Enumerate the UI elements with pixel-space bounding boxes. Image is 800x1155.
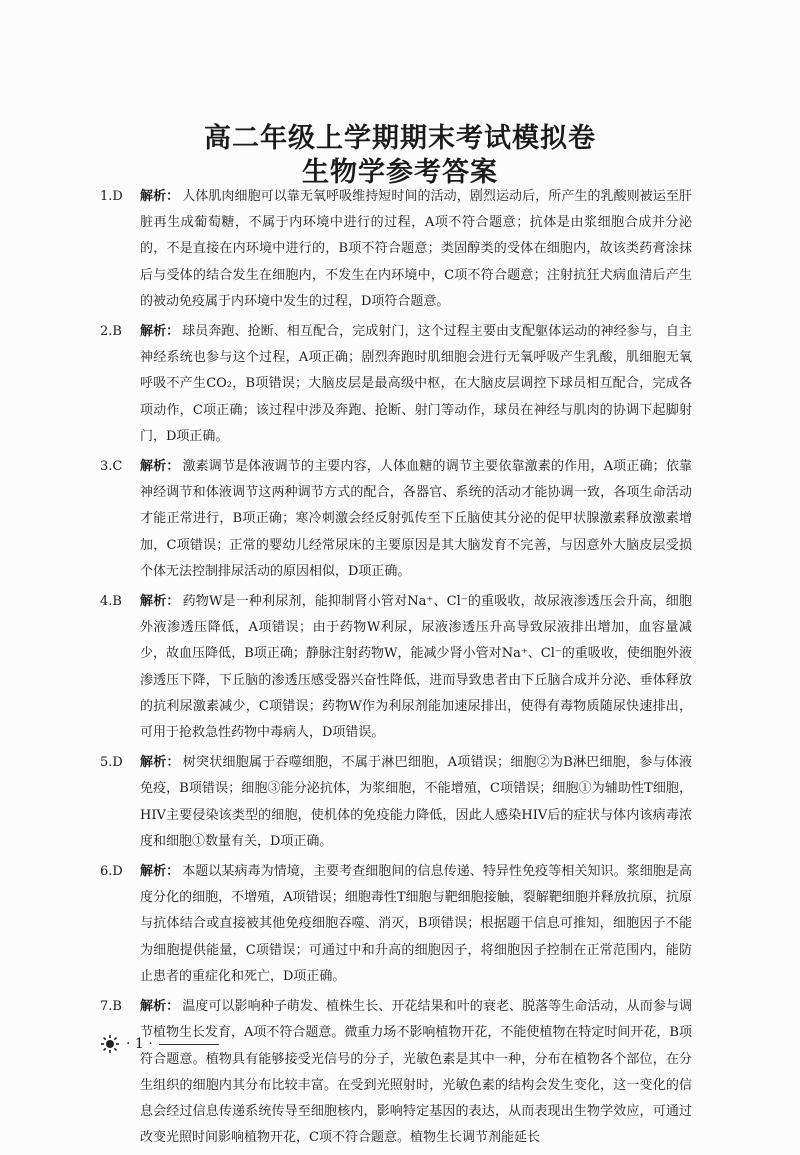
answer-label: 解析： xyxy=(140,594,180,610)
answer-text: 药物W是一种利尿剂，能抑制肾小管对Na⁺、Cl⁻的重吸收，故尿液渗透压会升高，细胞外液渗透压降低，A项错误；由于药物W利尿，尿液渗透压升高导致尿液排出增加，血容量减少，故血压降低，B项正确；静脉注射药物W，能减少肾小管对Na⁺、Cl⁻的重吸收，使细胞外液渗透压下降，下丘脑的渗透压感受器兴奋性降低，进而导致患者由下丘脑合成并分泌、垂体释放的抗利尿激素减少，C项错误；药物W作为利尿剂能加速尿排出，使得有毒物质随尿快速排出，可用于抢救急性药物中毒病人，D项错误。 xyxy=(140,594,692,741)
answer-item xyxy=(100,184,692,315)
answer-label: 解析： xyxy=(140,324,180,340)
answer-item xyxy=(100,859,692,990)
page-number: · 1 · xyxy=(126,1036,153,1052)
answer-item xyxy=(100,319,692,450)
answer-number: 7.B xyxy=(100,999,122,1015)
answer-body xyxy=(140,454,692,585)
answer-number: 5.D xyxy=(100,755,123,771)
answer-label: 解析： xyxy=(140,755,180,771)
answer-body xyxy=(140,994,692,1151)
sun-emblem-icon xyxy=(100,1034,120,1054)
answer-item xyxy=(100,994,692,1151)
footer-rule xyxy=(159,1044,219,1045)
answer-number: 3.C xyxy=(100,459,123,475)
answer-item xyxy=(100,454,692,585)
answer-text: 本题以某病毒为情境，主要考查细胞间的信息传递、特异性免疫等相关知识。浆细胞是高度分化的细胞，不增殖，A项错误；细胞毒性T细胞与靶细胞接触，裂解靶细胞并释放抗原，抗原与抗体结合或直接被其他免疫细胞吞噬、消灭，B项错误；根据题干信息可推知，细胞因子不能为细胞提供能量，C项错误；可通过中和升高的细胞因子，将细胞因子控制在正常范围内，能防止患者的重症化和死亡，D项正确。 xyxy=(140,864,692,984)
answer-text: 球员奔跑、抢断、相互配合，完成射门，这个过程主要由支配躯体运动的神经参与，自主神经系统也参与这个过程，A项正确；剧烈奔跑时肌细胞会进行无氧呼吸产生乳酸，肌细胞无氧呼吸不产生CO₂，B项错误；大脑皮层是最高级中枢，在大脑皮层调控下球员相互配合，完成各项动作，C项正确；该过程中涉及奔跑、抢断、射门等动作，球员在神经与肌肉的协调下起脚射门，D项正确。 xyxy=(140,324,692,444)
answer-number: 4.B xyxy=(100,594,122,610)
answer-label: 解析： xyxy=(140,999,180,1015)
page-subtitle: 生物学参考答案 xyxy=(302,157,498,188)
answer-body xyxy=(140,589,692,746)
answer-text: 温度可以影响种子萌发、植株生长、开花结果和叶的衰老、脱落等生命活动，从而参与调节植物生长发育，A项不符合题意。微重力场不影响植物开花，不能使植物在特定时间开花，B项符合题意。植物具有能够接受光信号的分子，光敏色素是其中一种，分布在植物各个部位，在分生组织的细胞内其分布比较丰富。在受到光照射时，光敏色素的结构会发生变化，这一变化的信息会经过信息传递系统传导至细胞核内，影响特定基因的表达，从而表现出生物学效应，可通过改变光照时间影响植物开花，C项不符合题意。植物生长调节剂能延长 xyxy=(140,999,692,1146)
answer-label: 解析： xyxy=(140,864,180,880)
answer-label: 解析： xyxy=(140,189,180,204)
answer-number: 2.B xyxy=(100,324,122,340)
answer-body xyxy=(140,184,692,315)
answer-item xyxy=(100,750,692,855)
answer-list xyxy=(100,184,692,1155)
answer-label: 解析： xyxy=(140,459,180,475)
answer-body xyxy=(140,319,692,450)
answer-number: 1.D xyxy=(100,189,123,204)
answer-text: 人体肌肉细胞可以靠无氧呼吸维持短时间的活动，剧烈运动后，所产生的乳酸则被运至肝脏再生成葡萄糖，不属于内环境中进行的过程，A项不符合题意；抗体是由浆细胞合成并分泌的，不是直接在内环境中进行的，B项不符合题意；类固醇类的受体在细胞内，故该类药膏涂抹后与受体的结合发生在细胞内，不发生在内环境中，C项不符合题意；注射抗狂犬病血清后产生的被动免疫属于内环境中发生的过程，D项符合题意。 xyxy=(140,189,692,309)
page-title: 高二年级上学期期末考试模拟卷 xyxy=(204,123,596,154)
answer-body xyxy=(140,859,692,990)
page-footer xyxy=(100,1034,219,1054)
answer-item xyxy=(100,589,692,746)
answer-text: 激素调节是体液调节的主要内容，人体血糖的调节主要依靠激素的作用，A项正确；依靠神经调节和体液调节这两种调节方式的配合，各器官、系统的活动才能协调一致，各项生命活动才能正常进行，B项正确；寒冷刺激会经反射弧传至下丘脑使其分泌的促甲状腺激素释放激素增加，C项错误；正常的婴幼儿经常尿床的主要原因是其大脑发育不完善，与因意外大脑皮层受损个体无法控制排尿活动的原因相似，D项正确。 xyxy=(140,459,692,579)
answer-text: 树突状细胞属于吞噬细胞，不属于淋巴细胞，A项错误；细胞②为B淋巴细胞，参与体液免疫，B项错误；细胞③能分泌抗体，为浆细胞，不能增殖，C项错误；细胞①为辅助性T细胞，HIV主要侵染该类型的细胞，使机体的免疫能力降低，因此人感染HIV后的症状与体内该病毒浓度和细胞①数量有关，D项正确。 xyxy=(140,755,692,849)
answer-number: 6.D xyxy=(100,864,123,880)
answer-body xyxy=(140,750,692,855)
